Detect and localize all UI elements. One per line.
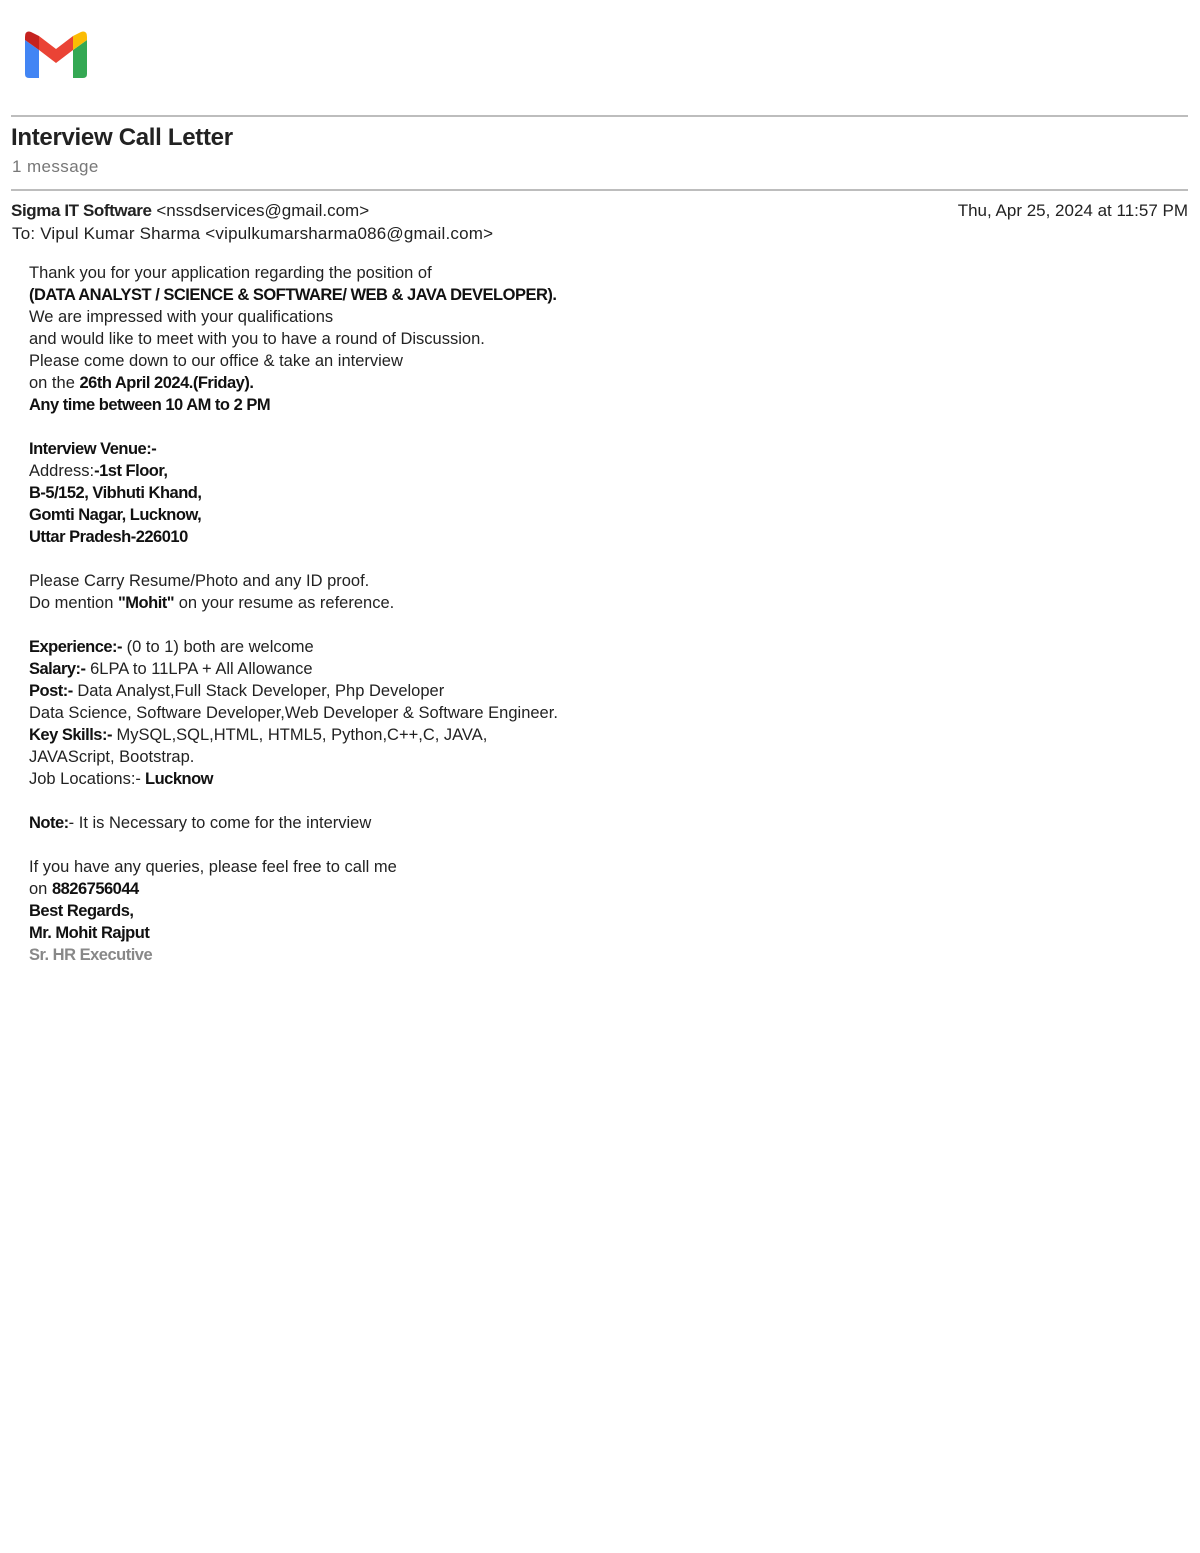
post-label: Post:- bbox=[29, 682, 73, 700]
message-count: 1 message bbox=[12, 157, 99, 176]
body-line bbox=[29, 372, 709, 394]
signer-name: Mr. Mohit Rajput bbox=[29, 924, 150, 942]
body-line: Data Science, Software Developer,Web Developer & Software Engineer. bbox=[29, 704, 558, 722]
subject-divider bbox=[11, 189, 1188, 191]
phone-prefix: on bbox=[29, 880, 52, 898]
email-subject: Interview Call Letter bbox=[11, 124, 233, 151]
address-line: Uttar Pradesh-226010 bbox=[29, 528, 188, 546]
body-line bbox=[29, 394, 709, 416]
spacer bbox=[29, 790, 709, 812]
sender-name: Sigma IT Software bbox=[11, 201, 152, 220]
salary-label: Salary:- bbox=[29, 660, 86, 678]
date-prefix: on the bbox=[29, 374, 80, 392]
experience-value: (0 to 1) both are welcome bbox=[122, 638, 314, 656]
venue-heading: Interview Venue:- bbox=[29, 440, 157, 458]
gmail-logo-icon bbox=[25, 30, 87, 78]
post-value: Data Analyst,Full Stack Developer, Php Developer bbox=[72, 682, 445, 700]
address-line: -1st Floor, bbox=[94, 462, 168, 480]
address-line: B-5/152, Vibhuti Khand, bbox=[29, 484, 202, 502]
body-line bbox=[29, 504, 709, 526]
body-line: We are impressed with your qualifications bbox=[29, 308, 334, 326]
body-line bbox=[29, 680, 709, 702]
address-label: Address: bbox=[29, 462, 95, 480]
body-line: Please Carry Resume/Photo and any ID proof. bbox=[29, 572, 370, 590]
mention-suffix: on your resume as reference. bbox=[174, 594, 395, 612]
interview-date: 26th April 2024.(Friday). bbox=[79, 374, 254, 392]
body-line: Thank you for your application regarding the position of bbox=[29, 264, 432, 282]
skills-value: MySQL,SQL,HTML, HTML5, Python,C++,C, JAVA, bbox=[111, 726, 488, 744]
body-line bbox=[29, 438, 709, 460]
message-body bbox=[29, 262, 709, 966]
body-line: JAVAScript, Bootstrap. bbox=[29, 748, 195, 766]
spacer bbox=[29, 548, 709, 570]
spacer bbox=[29, 416, 709, 438]
body-line bbox=[29, 658, 709, 680]
spacer bbox=[29, 834, 709, 856]
signer-title: Sr. HR Executive bbox=[29, 946, 153, 964]
body-line bbox=[29, 768, 709, 790]
body-line bbox=[29, 284, 709, 306]
regards: Best Regards, bbox=[29, 902, 134, 920]
mention-prefix: Do mention bbox=[29, 594, 118, 612]
note-label: Note: bbox=[29, 814, 69, 832]
body-line bbox=[29, 526, 709, 548]
spacer bbox=[29, 614, 709, 636]
recipient-line: To: Vipul Kumar Sharma <vipulkumarsharma086@gmail.com> bbox=[12, 224, 494, 243]
body-line bbox=[29, 724, 709, 746]
body-line bbox=[29, 482, 709, 504]
sender-line bbox=[11, 201, 369, 221]
body-line bbox=[29, 812, 709, 834]
reference-name: "Mohit" bbox=[117, 594, 175, 612]
location-value: Lucknow bbox=[140, 770, 213, 788]
address-line: Gomti Nagar, Lucknow, bbox=[29, 506, 202, 524]
message-date: Thu, Apr 25, 2024 at 11:57 PM bbox=[957, 201, 1188, 220]
salary-value: 6LPA to 11LPA + All Allowance bbox=[85, 660, 313, 678]
body-line bbox=[29, 944, 709, 966]
body-line bbox=[29, 922, 709, 944]
body-line: and would like to meet with you to have a round of Discussion. bbox=[29, 330, 485, 348]
body-line bbox=[29, 900, 709, 922]
header-divider bbox=[11, 115, 1188, 117]
body-line: If you have any queries, please feel free to call me bbox=[29, 858, 397, 876]
position-title: (DATA ANALYST / SCIENCE & SOFTWARE/ WEB & JAVA DEVELOPER). bbox=[29, 286, 557, 304]
location-label: Job Locations:- bbox=[29, 770, 141, 788]
body-line bbox=[29, 460, 709, 482]
skills-label: Key Skills:- bbox=[29, 726, 112, 744]
body-line bbox=[29, 878, 709, 900]
body-line: Please come down to our office & take an interview bbox=[29, 352, 403, 370]
phone-number[interactable]: 8826756044 bbox=[51, 880, 139, 898]
body-line bbox=[29, 592, 709, 614]
interview-time: Any time between 10 AM to 2 PM bbox=[29, 396, 271, 414]
experience-label: Experience:- bbox=[29, 638, 123, 656]
sender-email[interactable]: <nssdservices@gmail.com> bbox=[156, 201, 370, 220]
body-line bbox=[29, 636, 709, 658]
note-value: - It is Necessary to come for the interview bbox=[68, 814, 372, 832]
